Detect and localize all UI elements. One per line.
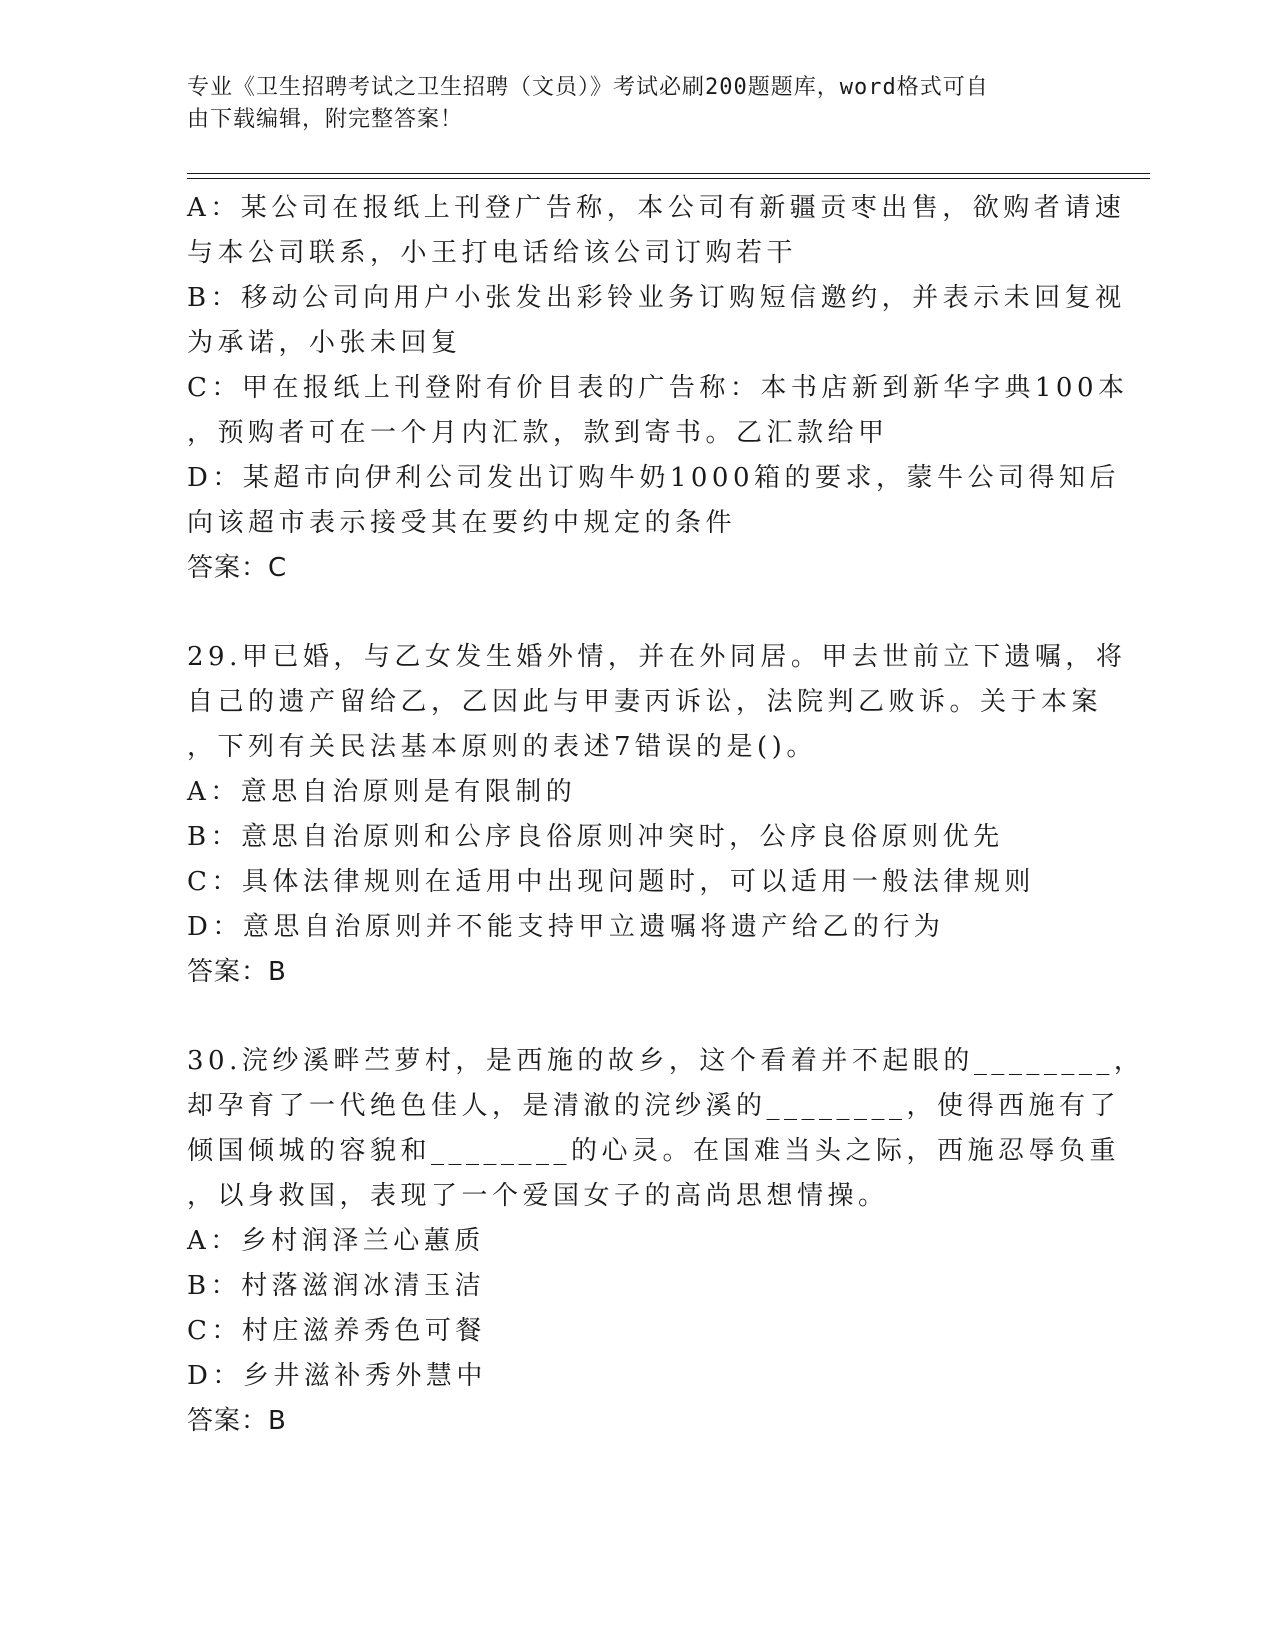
option-line: A：乡村润泽兰心蕙质 <box>187 1226 485 1256</box>
question-30 <box>187 1039 1145 1444</box>
text-line: 与本公司联系，小王打电话给该公司订购若干 <box>187 238 798 268</box>
option-line: B：村落滋润冰清玉洁 <box>187 1271 486 1301</box>
question-stem-line: 30.浣纱溪畔苎萝村，是西施的故乡，这个看着并不起眼的________， <box>187 1046 1145 1076</box>
question-stem-line: 倾国倾城的容貌和________的心灵。在国难当头之际，西施忍辱负重 <box>187 1136 1121 1166</box>
option-line: C：村庄滋养秀色可餐 <box>187 1316 486 1346</box>
option-line: B：意思自治原则和公序良俗原则冲突时，公序良俗原则优先 <box>187 822 1004 852</box>
question-28-options <box>187 186 1129 591</box>
answer-line: 答案：C <box>187 553 288 583</box>
option-line: C：具体法律规则在适用中出现问题时，可以适用一般法律规则 <box>187 867 1035 897</box>
question-stem-line: 却孕育了一代绝色佳人，是清澈的浣纱溪的________，使得西施有了 <box>187 1091 1121 1121</box>
document-body <box>187 186 1145 1444</box>
option-line: A：意思自治原则是有限制的 <box>187 777 577 807</box>
text-line: 为承诺，小张未回复 <box>187 328 462 358</box>
question-stem-line: ，下列有关民法基本原则的表述7错误的是()。 <box>187 732 817 762</box>
header-rule-top <box>187 173 1150 174</box>
header-line: 由下载编辑，附完整答案！ <box>187 107 464 132</box>
text-line: 向该超市表示接受其在要约中规定的条件 <box>187 508 737 538</box>
text-line: C：甲在报纸上刊登附有价目表的广告称：本书店新到新华字典100本 <box>187 373 1129 403</box>
document-header <box>187 72 1067 136</box>
text-line: ，预购者可在一个月内汇款，款到寄书。乙汇款给甲 <box>187 418 889 448</box>
answer-line: 答案：B <box>187 957 287 987</box>
question-stem-line: 自己的遗产留给乙，乙因此与甲妻丙诉讼，法院判乙败诉。关于本案 <box>187 687 1103 717</box>
answer-line: 答案：B <box>187 1406 287 1436</box>
text-line: A：某公司在报纸上刊登广告称，本公司有新疆贡枣出售，欲购者请速 <box>187 193 1126 223</box>
header-rule-bottom <box>187 178 1150 179</box>
question-stem-line: 29.甲已婚，与乙女发生婚外情，并在外同居。甲去世前立下遗嘱，将 <box>187 642 1127 672</box>
question-stem-line: ，以身救国，表现了一个爱国女子的高尚思想情操。 <box>187 1181 889 1211</box>
text-line: D：某超市向伊利公司发出订购牛奶1000箱的要求，蒙牛公司得知后 <box>187 463 1121 493</box>
header-line: 专业《卫生招聘考试之卫生招聘（文员）》考试必刷200题题库，word格式可自 <box>187 75 989 100</box>
question-29 <box>187 635 1127 995</box>
option-line: D：意思自治原则并不能支持甲立遗嘱将遗产给乙的行为 <box>187 912 945 942</box>
text-line: B：移动公司向用户小张发出彩铃业务订购短信邀约，并表示未回复视 <box>187 283 1126 313</box>
option-line: D：乡井滋补秀外慧中 <box>187 1361 487 1391</box>
